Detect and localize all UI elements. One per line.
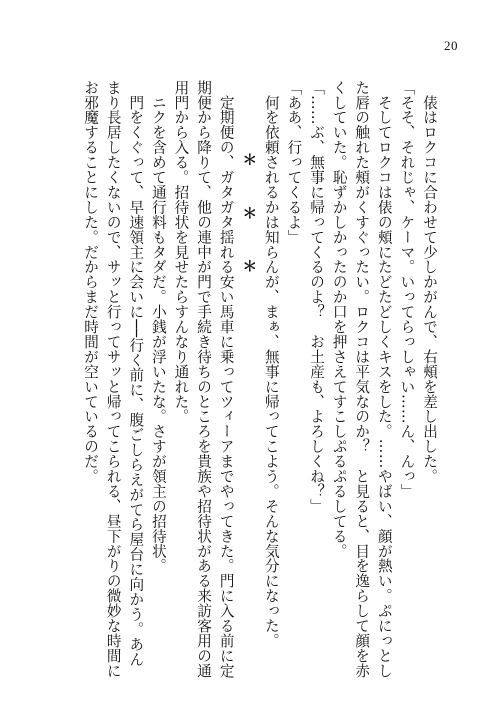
text-line: 「そそ、それじゃ、ケーマ。いってらっしゃい……ん、んっ」 <box>398 80 416 499</box>
scene-separator: ＊ ＊ ＊ <box>240 152 258 285</box>
text-line: ニクを含めて通行料もタダだ。小銭が浮いたな。さすが領主の招待状。 <box>149 80 167 574</box>
text-line: 期便から降りて、他の連中が門で手続き待ちのところを貴族や招待状がある来訪客用の通 <box>195 80 213 678</box>
text-line: た唇の触れた頰がくすぐったい。ロクコは平気なのか？ と見ると、目を逸らして顔を赤 <box>353 80 371 678</box>
text-line: 定期便の、ガタガタ揺れる安い馬車に乗ってツィーアまでやってきた。門に入る前に定 <box>217 80 235 678</box>
text-line: 「ああ、行ってくるよ」 <box>285 80 303 245</box>
page-number: 20 <box>444 38 458 53</box>
text-line: くしていた。恥ずかしかったのか口を押さえてすこしぷるぷるしてる。 <box>330 80 348 559</box>
text-line: 門をくぐって、早速領主に会いに──行く前に、腹ごしらえがてら屋台に向かう。あん <box>127 80 145 667</box>
text-line: 「……ぶ、無事に帰ってくるのよ？ お土産も、よろしくね？」 <box>308 80 326 514</box>
text-line: そしてロクコは俵の頰にたどたどしくキスをした。……やばい、顔が熱い。ぷにっとし <box>375 80 393 678</box>
text-line: 何を依頼されるかは知らんが、まぁ、無事に帰ってこよう。そんな気分になった。 <box>262 80 280 649</box>
vertical-text-body <box>40 80 440 680</box>
text-line: まり長居したくないので、サッと行ってサッと帰ってこられる、昼下がりの微妙な時間に <box>104 80 122 678</box>
text-line: 俵はロクコに合わせて少しかがんで、右頰を差し出した。 <box>421 80 438 484</box>
text-line: 用門から入る。招待状を見せたらすんなり通れた。 <box>172 80 190 424</box>
text-line: お邪魔することにした。だからまだ時間が空いているのだ。 <box>82 80 100 484</box>
